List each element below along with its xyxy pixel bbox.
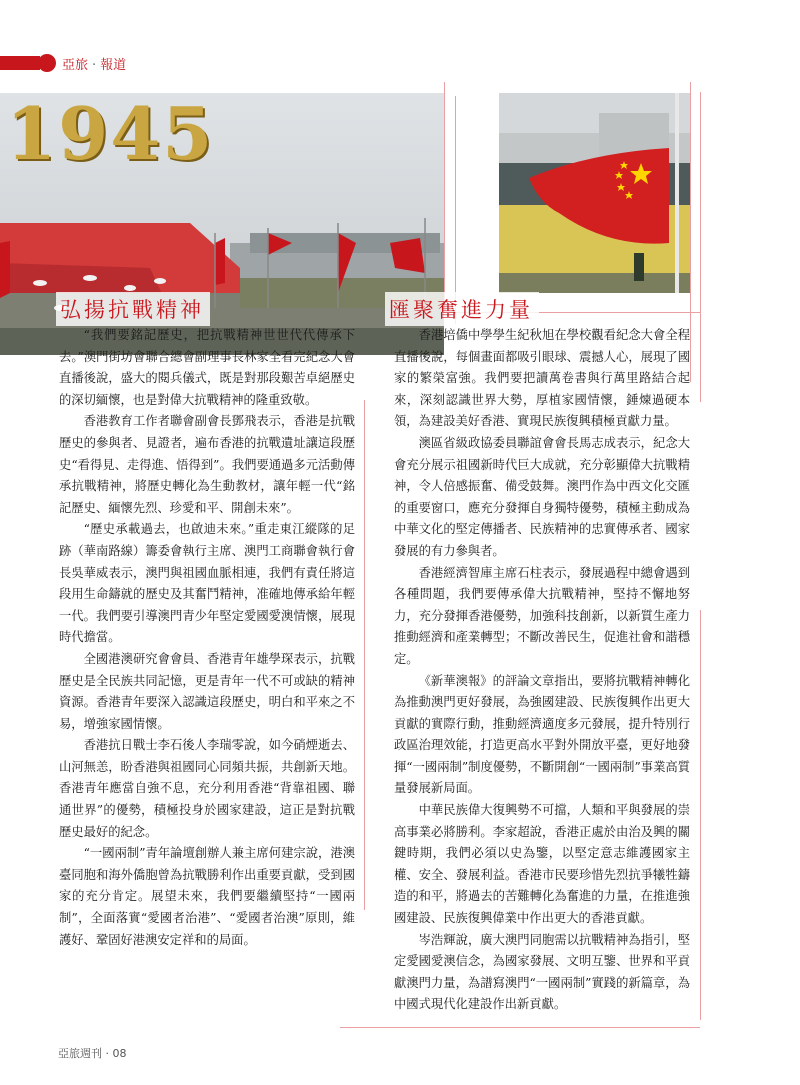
decor-line [364,400,365,910]
paragraph: 香港抗日戰士李石後人李瑞零說，如今硝煙逝去、山河無恙，盼香港與祖國同心同頻共振，共創新天地。香港青年應當自強不息，充分利用香港“背靠祖國、聯通世界”的優勢，積極投身於國家建設，這正是對抗戰歷史最好的紀念。 [59,738,355,839]
paragraph: 中華民族偉大復興勢不可擋，人類和平與發展的崇高事業必將勝利。李家超說，香港正處於由治及興的關鍵時期，我們必須以史為鑒，以堅定意志維護國家主權、安全、發展利益。香港市民要珍惜先烈抗爭犧牲鑄造的和平，將過去的苦難轉化為奮進的力量，在推進強國建設、民族復興偉業中作出更大的香港貢獻。 [394,803,690,926]
paragraph: 《新華澳報》的評論文章指出，要將抗戰精神轉化為推動澳門更好發展，為強國建設、民族復興作出更大貢獻的實際行動，推動經濟適度多元發展，提升特別行政區治理效能，打造更高水平對外開放平臺，更好地發揮“一國兩制”制度優勢，不斷開創“一國兩制”事業高質量發展新局面。 [394,673,690,796]
decor-line [455,96,456,324]
decor-line [700,610,701,1020]
left-section-title: 弘揚抗戰精神 [56,292,210,326]
section-name: 報道 [100,58,127,73]
paragraph: “我們要銘記歷史，把抗戰精神世世代代傳承下去。”澳門街坊會聯合總會副理事長林家全看完紀念大會直播後說，盛大的閱兵儀式，既是對那段艱苦卓絕歷史的深切緬懷，也是對偉大抗戰精神的隆重致敬。 [59,328,355,407]
left-article-column [59,325,355,951]
paragraph: “歷史承載過去，也啟迪未來。”重走東江縱隊的足跡（華南路線）籌委會執行主席、澳門工商聯會執行會長吳華威表示，澳門與祖國血脈相連，我們有責任將這段用生命鑄就的歷史及其奮鬥精神，准確地傳承給年輕一代。我們要引導澳門青少年堅定愛國愛澳情懷，展現時代擔當。 [59,522,355,645]
header-accent-bar [0,56,40,70]
header-accent-dot [38,54,56,72]
label-separator: · [92,58,97,73]
decor-line [340,1027,700,1028]
paragraph: 岑浩輝說，廣大澳門同胞需以抗戰精神為指引，堅定愛國愛澳信念，為國家發展、文明互鑒、世界和平貢獻澳門力量，為譜寫澳門“一國兩制”實踐的新篇章，為中國式現代化建設作出新貢獻。 [394,932,690,1012]
publication-name: 亞旅 [62,58,89,73]
decor-line [690,82,691,382]
paragraph: 全國港澳研究會會員、香港青年雄學琛表示，抗戰歷史是全民族共同記憶，更是青年一代不可或缺的精神資源。香港青年要深入認識這段歷史，明白和平來之不易，增強家國情懷。 [59,651,355,731]
paragraph: 香港培僑中學學生紀秋旭在學校觀看紀念大會全程直播後說，每個畫面都吸引眼球、震撼人心，展現了國家的繁榮富強。我們要把讀萬卷書與行萬里路結合起來，深刻認識世界大勢，厚植家國情懷，錘煉過硬本領，為建設美好香港、實現民族復興積極貢獻力量。 [394,328,690,429]
flag-raising-photo [499,93,690,293]
page-footer: 亞旅週刊 · 08 [58,1047,127,1060]
decor-line [444,82,445,312]
paragraph: 澳區省級政協委員聯誼會會長馬志成表示，紀念大會充分展示祖國新時代巨大成就，充分彰顯偉大抗戰精神，令人倍感振奮、備受鼓舞。澳門作為中西文化交匯的重要窗口，應充分發揮自身獨特優勢，積極主動成為中華文化的堅定傳播者、民族精神的忠實傳承者、國家發展的有力參與者。 [394,435,690,558]
paragraph: 香港教育工作者聯會副會長鄧飛表示，香港是抗戰歷史的參與者、見證者，遍布香港的抗戰遺址讓這段歷史“看得見、走得進、悟得到”。我們要通過多元活動傳承抗戰精神，將歷史轉化為生動教材，讓年輕一代“銘記歷史、緬懷先烈、珍愛和平、開創未來”。 [59,414,355,515]
section-label [62,54,126,73]
paragraph: 香港經濟智庫主席石柱表示，發展過程中總會遇到各種問題，我們要傳承偉大抗戰精神，堅持不懈地努力，充分發揮香港優勢，加強科技創新，以新質生產力推動經濟和產業轉型；不斷改善民生，促進社會和諧穩定。 [394,565,690,666]
photo-year-text: 1945 [6,93,215,176]
paragraph: “一國兩制”青年論壇創辦人兼主席何建宗說，港澳臺同胞和海外僑胞曾為抗戰勝利作出重要貢獻，受到國家的充分肯定。展望未來，我們要繼續堅持“一國兩制”，全面落實“愛國者治港”、“愛國者治澳”原則，維護好、鞏固好港澳安定祥和的局面。 [59,846,355,947]
right-article-column [394,325,690,1016]
right-section-title: 匯聚奮進力量 [385,292,539,326]
decor-line [700,92,701,402]
